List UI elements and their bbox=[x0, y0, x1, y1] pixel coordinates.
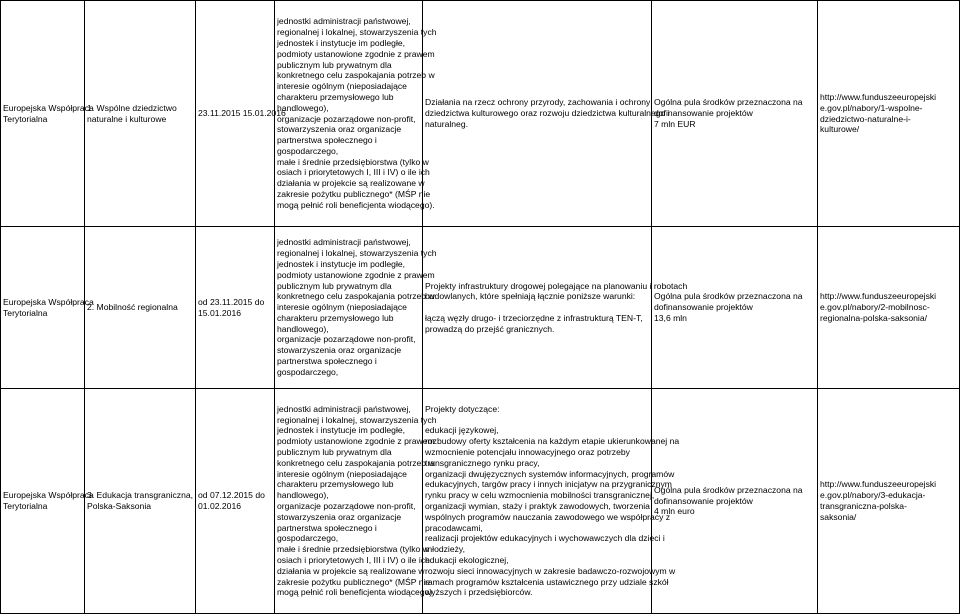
call-dates-line: 23.11.2015 15.01.2016 bbox=[198, 108, 286, 119]
beneficiaries-line: mogą pełnić roli beneficjenta wiodącego). bbox=[277, 199, 435, 210]
beneficiaries-line: regionalnej i lokalnej, stowarzyszenia tych bbox=[277, 414, 437, 425]
budget-line: dofinansowanie projektów bbox=[654, 495, 753, 506]
program-line: Terytorialna bbox=[3, 501, 48, 511]
description-line bbox=[425, 302, 649, 313]
link-line: http://www.funduszeeuropejski bbox=[820, 91, 937, 102]
description-line: dziedzictwa kulturowego oraz rozwoju dziedzictwa kulturalnego i bbox=[425, 108, 670, 119]
beneficiaries-line: konkretnego celu zaspokajania potrzeb w bbox=[277, 70, 435, 81]
beneficiaries-line: charakteru przemysłowego lub bbox=[277, 479, 394, 490]
description-line: naturalneg. bbox=[425, 118, 469, 129]
budget-line: Ogólna pula środków przeznaczona na bbox=[654, 484, 803, 495]
beneficiaries-line: podmioty ustanowione zgodnie z prawem bbox=[277, 436, 435, 447]
beneficiaries-line: jednostek i instytucje im podległe, bbox=[277, 258, 406, 269]
call-dates-cell bbox=[196, 389, 275, 614]
call-title-cell bbox=[85, 389, 196, 614]
beneficiaries-line: konkretnego celu zaspokajania potrzeb w bbox=[277, 457, 435, 468]
link-line: saksonia/ bbox=[820, 511, 857, 522]
beneficiaries-line: charakteru przemysłowego lub bbox=[277, 91, 394, 102]
description-line: rozbudowy oferty kształcenia na każdym etapie ukierunkowanej na bbox=[425, 436, 680, 447]
beneficiaries-line: interesie ogólnym (nieposiadające bbox=[277, 302, 407, 313]
program-line: Terytorialna bbox=[3, 307, 48, 318]
budget-cell bbox=[652, 1, 818, 227]
description-line: ramach programów kształcenia ustawicznego przy udziale szkół bbox=[425, 576, 669, 587]
beneficiaries-line: mogą pełnić roli beneficjenta wiodącego). bbox=[277, 587, 435, 598]
beneficiaries-line: handlowego), bbox=[277, 490, 329, 501]
program-line: Terytorialna bbox=[3, 113, 48, 124]
beneficiaries-line: osiach i priorytetowych I, III i IV) o ile ich bbox=[277, 554, 430, 565]
call-title-line: Polska-Saksonia bbox=[87, 501, 152, 511]
budget-line: dofinansowanie projektów bbox=[654, 108, 753, 119]
table-row bbox=[1, 389, 960, 614]
budget-line: Ogólna pula środków przeznaczona na bbox=[654, 97, 803, 108]
link-line: e.gov.pl/nabory/3-edukacja- bbox=[820, 490, 926, 501]
description-line: Projekty infrastruktury drogowej polegające na planowaniu i robotach bbox=[425, 280, 688, 291]
description-line: realizacji projektów edukacyjnych i wychowawczych dla dzieci i bbox=[425, 533, 665, 544]
budget-line: 7 mln EUR bbox=[654, 118, 696, 129]
beneficiaries-line: stowarzyszenia oraz organizacje bbox=[277, 511, 402, 522]
description-line: organizacji wymian, staży i praktyk zawodowych, tworzenia bbox=[425, 501, 650, 511]
beneficiaries-line: jednostki administracji państwowej, bbox=[277, 237, 411, 248]
description-line: transgranicznego rynku pracy, bbox=[425, 457, 540, 468]
budget-line: dofinansowanie projektów bbox=[654, 302, 753, 313]
beneficiaries-line: organizacje pozarządowe non-profit, bbox=[277, 334, 416, 345]
beneficiaries-line: regionalnej i lokalnej, stowarzyszenia tych bbox=[277, 27, 437, 38]
budget-cell bbox=[652, 227, 818, 389]
beneficiaries-line: podmioty ustanowione zgodnie z prawem bbox=[277, 269, 435, 280]
description-line: młodzieży, bbox=[425, 544, 465, 555]
beneficiaries-line: stowarzyszenia oraz organizacje bbox=[277, 345, 402, 356]
link-cell bbox=[818, 227, 960, 389]
call-title-cell bbox=[85, 1, 196, 227]
beneficiaries-line: zakresie pożytku publicznego* (MŚP nie bbox=[277, 189, 431, 200]
beneficiaries-line: działania w projekcie są realizowane w bbox=[277, 178, 425, 189]
beneficiaries-line: publicznym lub prywatnym dla bbox=[277, 59, 392, 70]
program-cell bbox=[1, 227, 94, 389]
description-line: wzmocnienie potencjału innowacyjnego oraz potrzeby bbox=[425, 447, 630, 458]
beneficiaries-line: jednostki administracji państwowej, bbox=[277, 403, 411, 414]
link-line: dziedzictwo-naturalne-i- bbox=[820, 113, 911, 124]
beneficiaries-line: interesie ogólnym (nieposiadające bbox=[277, 468, 407, 479]
description-line: wspólnych programów nauczania zawodowego we współpracy z bbox=[425, 511, 671, 522]
call-dates-line: 01.02.2016 bbox=[198, 501, 242, 511]
description-line: edukacji ekologicznej, bbox=[425, 554, 509, 565]
link-line: http://www.funduszeeuropejski bbox=[820, 479, 937, 490]
beneficiaries-line: działania w projekcie są realizowane w bbox=[277, 565, 425, 576]
link-cell bbox=[818, 1, 960, 227]
beneficiaries-line: interesie ogólnym (nieposiadające bbox=[277, 81, 407, 92]
program-line: Europejska Współpraca bbox=[3, 102, 94, 113]
beneficiaries-line: handlowego), bbox=[277, 323, 329, 334]
link-line: regionalna-polska-saksonia/ bbox=[820, 312, 928, 323]
call-title-line: 1. Wspólne dziedzictwo bbox=[87, 102, 177, 113]
beneficiaries-line: publicznym lub prywatnym dla bbox=[277, 447, 392, 458]
description-line: edukacyjnych, targów pracy i innych inicjatyw na przygranicznym bbox=[425, 479, 672, 490]
beneficiaries-line: organizacje pozarządowe non-profit, bbox=[277, 113, 416, 124]
call-title-line: 2. Mobilność regionalna bbox=[87, 302, 178, 313]
beneficiaries-line: gospodarczego, bbox=[277, 366, 339, 377]
budget-line: Ogólna pula środków przeznaczona na bbox=[654, 291, 803, 302]
description-line: Działania na rzecz ochrony przyrody, zachowania i ochrony bbox=[425, 97, 651, 108]
link-line: e.gov.pl/nabory/1-wspolne- bbox=[820, 102, 923, 113]
description-line: łączą węzły drugo- i trzeciorzędne z infrastrukturą TEN-T, bbox=[425, 312, 643, 323]
beneficiaries-line: handlowego), bbox=[277, 102, 329, 113]
call-title-cell bbox=[85, 227, 196, 389]
beneficiaries-cell bbox=[275, 227, 437, 389]
beneficiaries-line: małe i średnie przedsiębiorstwa (tylko w bbox=[277, 156, 429, 167]
link-line: kulturowe/ bbox=[820, 124, 860, 135]
program-line: Europejska Współpraca bbox=[3, 296, 94, 307]
description-line: budowlanych, które spełniają łącznie poniższe warunki: bbox=[425, 291, 636, 302]
beneficiaries-cell bbox=[275, 1, 437, 227]
description-line: rozwoju sieci innowacyjnych w zakresie badawczo-rozwojowym w bbox=[425, 565, 676, 576]
description-line: wyższych i przedsiębiorców. bbox=[425, 587, 533, 598]
call-title-line: 3. Edukacja transgraniczna, bbox=[87, 490, 194, 501]
description-line: organizacji dwujęzycznych systemów informacyjnych, programów bbox=[425, 468, 675, 479]
beneficiaries-line: publicznym lub prywatnym dla bbox=[277, 280, 392, 291]
description-line: rynku pracy w celu wzmocnienia mobilności transgranicznej, bbox=[425, 490, 655, 501]
link-line: transgraniczna-polska- bbox=[820, 501, 907, 511]
beneficiaries-line: małe i średnie przedsiębiorstwa (tylko w bbox=[277, 544, 429, 555]
call-dates-line: 15.01.2016 bbox=[198, 307, 242, 318]
beneficiaries-line: podmioty ustanowione zgodnie z prawem bbox=[277, 48, 435, 59]
beneficiaries-line: partnerstwa społecznego i bbox=[277, 522, 377, 533]
beneficiaries-line: partnerstwa społecznego i bbox=[277, 356, 377, 367]
description-line bbox=[425, 415, 649, 426]
description-line: edukacji językowej, bbox=[425, 425, 499, 436]
program-cell bbox=[1, 1, 94, 227]
beneficiaries-line: stowarzyszenia oraz organizacje bbox=[277, 124, 402, 135]
table-row bbox=[1, 227, 960, 389]
call-dates-cell bbox=[196, 227, 275, 389]
program-line: Europejska Współpraca bbox=[3, 490, 94, 501]
beneficiaries-line: gospodarczego, bbox=[277, 533, 339, 544]
beneficiaries-line: konkretnego celu zaspokajania potrzeb w bbox=[277, 291, 435, 302]
beneficiaries-line: jednostki administracji państwowej, bbox=[277, 16, 411, 27]
beneficiaries-line: organizacje pozarządowe non-profit, bbox=[277, 501, 416, 511]
description-line: Projekty dotyczące: bbox=[425, 403, 500, 414]
description-cell bbox=[423, 1, 670, 227]
program-cell bbox=[1, 389, 94, 614]
budget-line: 13,6 mln bbox=[654, 312, 687, 323]
beneficiaries-line: charakteru przemysłowego lub bbox=[277, 312, 394, 323]
beneficiaries-line: gospodarczego, bbox=[277, 145, 339, 156]
budget-line: 4 mln euro bbox=[654, 506, 695, 517]
link-line: e.gov.pl/nabory/2-mobilnosc- bbox=[820, 302, 930, 313]
table-row bbox=[1, 1, 960, 227]
beneficiaries-line: jednostek i instytucje im podległe, bbox=[277, 37, 406, 48]
call-dates-cell bbox=[196, 1, 286, 227]
beneficiaries-line: zakresie pożytku publicznego* (MŚP nie bbox=[277, 576, 431, 587]
call-title-line: naturalne i kulturowe bbox=[87, 113, 167, 124]
call-dates-line: od 07.12.2015 do bbox=[198, 490, 265, 501]
link-line: http://www.funduszeeuropejski bbox=[820, 291, 937, 302]
beneficiaries-line: jednostek i instytucje im podległe, bbox=[277, 425, 406, 436]
beneficiaries-cell bbox=[275, 389, 437, 614]
beneficiaries-line: osiach i priorytetowych I, III i IV) o ile ich bbox=[277, 167, 430, 178]
call-dates-line: od 23.11.2015 do bbox=[198, 296, 265, 307]
budget-cell bbox=[652, 389, 818, 614]
link-cell bbox=[818, 389, 960, 614]
description-line: pracodawcami, bbox=[425, 522, 483, 533]
beneficiaries-line: partnerstwa społecznego i bbox=[277, 135, 377, 146]
beneficiaries-line: regionalnej i lokalnej, stowarzyszenia tych bbox=[277, 248, 437, 259]
description-line: prowadzą do przejść granicznych. bbox=[425, 323, 555, 334]
